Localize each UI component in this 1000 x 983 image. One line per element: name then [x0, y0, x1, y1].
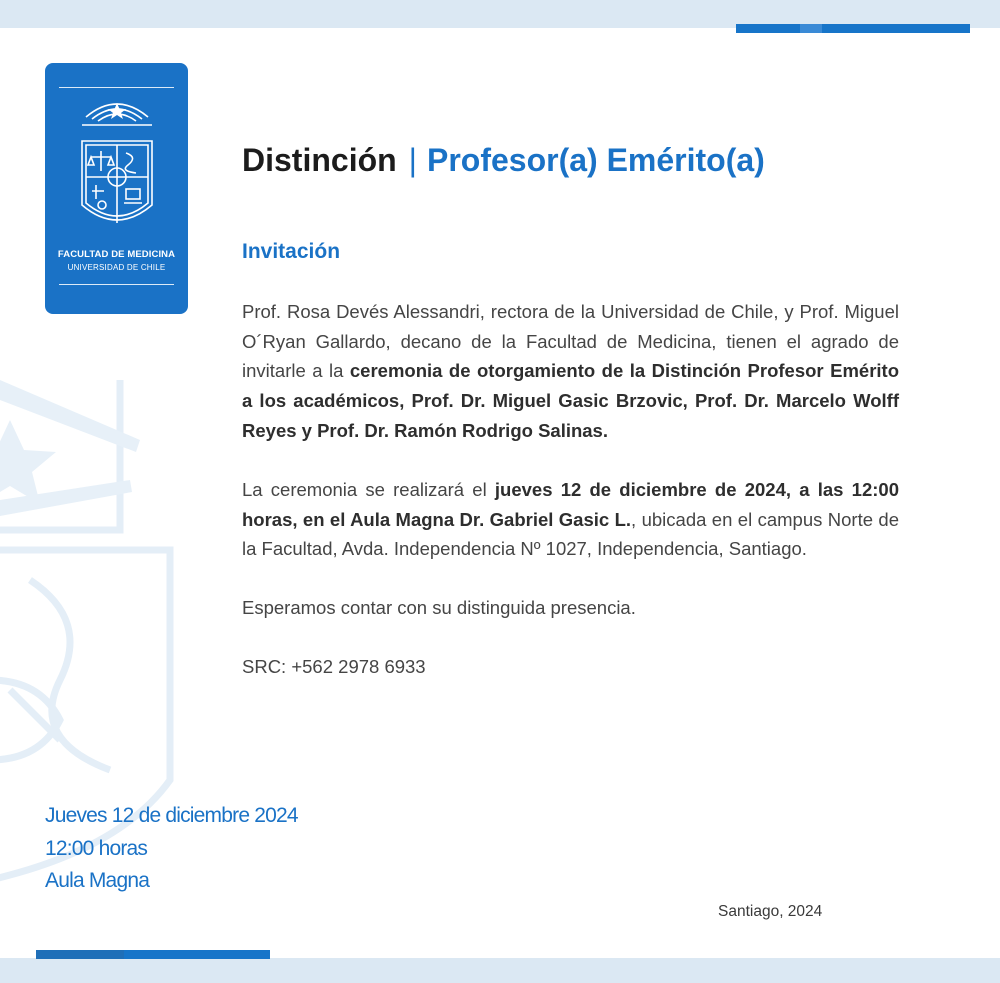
title-suffix: Profesor(a) Emérito(a)	[426, 142, 765, 178]
top-accent-bar	[800, 24, 822, 33]
section-heading: Invitación	[242, 240, 341, 263]
paragraph-text: , ubicada en el campus Norte de la Facultad, Avda. Independencia Nº 1027, Independencia, Santiago.	[242, 508, 899, 560]
paragraph-emphasis: ceremonia de otorgamiento de la Distinción Profesor Emérito a los académicos, Prof. Dr. Miguel Gasic Brzovic, Prof. Dr. Marcelo Wolff Reyes y Prof. Dr. Ramón Rodrigo Salinas.	[242, 360, 899, 441]
title-prefix: Distinción	[242, 142, 397, 178]
invitation-paragraph	[242, 297, 899, 446]
paragraph-emphasis: jueves 12 de diciembre de 2024, a las 12:00 horas, en el Aula Magna Dr. Gabriel Gasic L.	[242, 479, 899, 530]
university-crest-icon	[76, 95, 158, 235]
closing-paragraph: Esperamos contar con su distinguida presencia.	[242, 597, 636, 618]
bottom-accent-bar	[124, 950, 270, 959]
event-summary	[45, 800, 298, 898]
logo-rule	[59, 87, 174, 88]
university-name: UNIVERSIDAD DE CHILE	[67, 263, 166, 272]
faculty-logo	[45, 63, 188, 314]
event-date: Jueves 12 de diciembre 2024	[45, 804, 298, 827]
top-accent-bar	[736, 24, 800, 33]
logo-rule	[59, 284, 174, 285]
place-and-year: Santiago, 2024	[718, 903, 823, 920]
event-time: 12:00 horas	[45, 836, 148, 860]
faculty-name: FACULTAD DE MEDICINA	[57, 249, 176, 260]
paragraph-text: La ceremonia se realizará el	[242, 479, 495, 500]
ceremony-details-paragraph	[242, 475, 899, 564]
contact-phone: SRC: +562 2978 6933	[242, 656, 426, 677]
title-separator: |	[408, 142, 417, 178]
bottom-accent-bar	[36, 950, 124, 959]
paragraph-text: Prof. Rosa Devés Alessandri, rectora de la Universidad de Chile, y Prof. Miguel O´Ryan Gallardo, decano de la Facultad de Medicina, tienen el agrado de invitarle a la	[242, 301, 899, 382]
top-accent-bar	[822, 24, 970, 33]
bottom-band	[0, 958, 1000, 983]
page-title	[242, 142, 765, 179]
event-place: Aula Magna	[45, 869, 150, 892]
